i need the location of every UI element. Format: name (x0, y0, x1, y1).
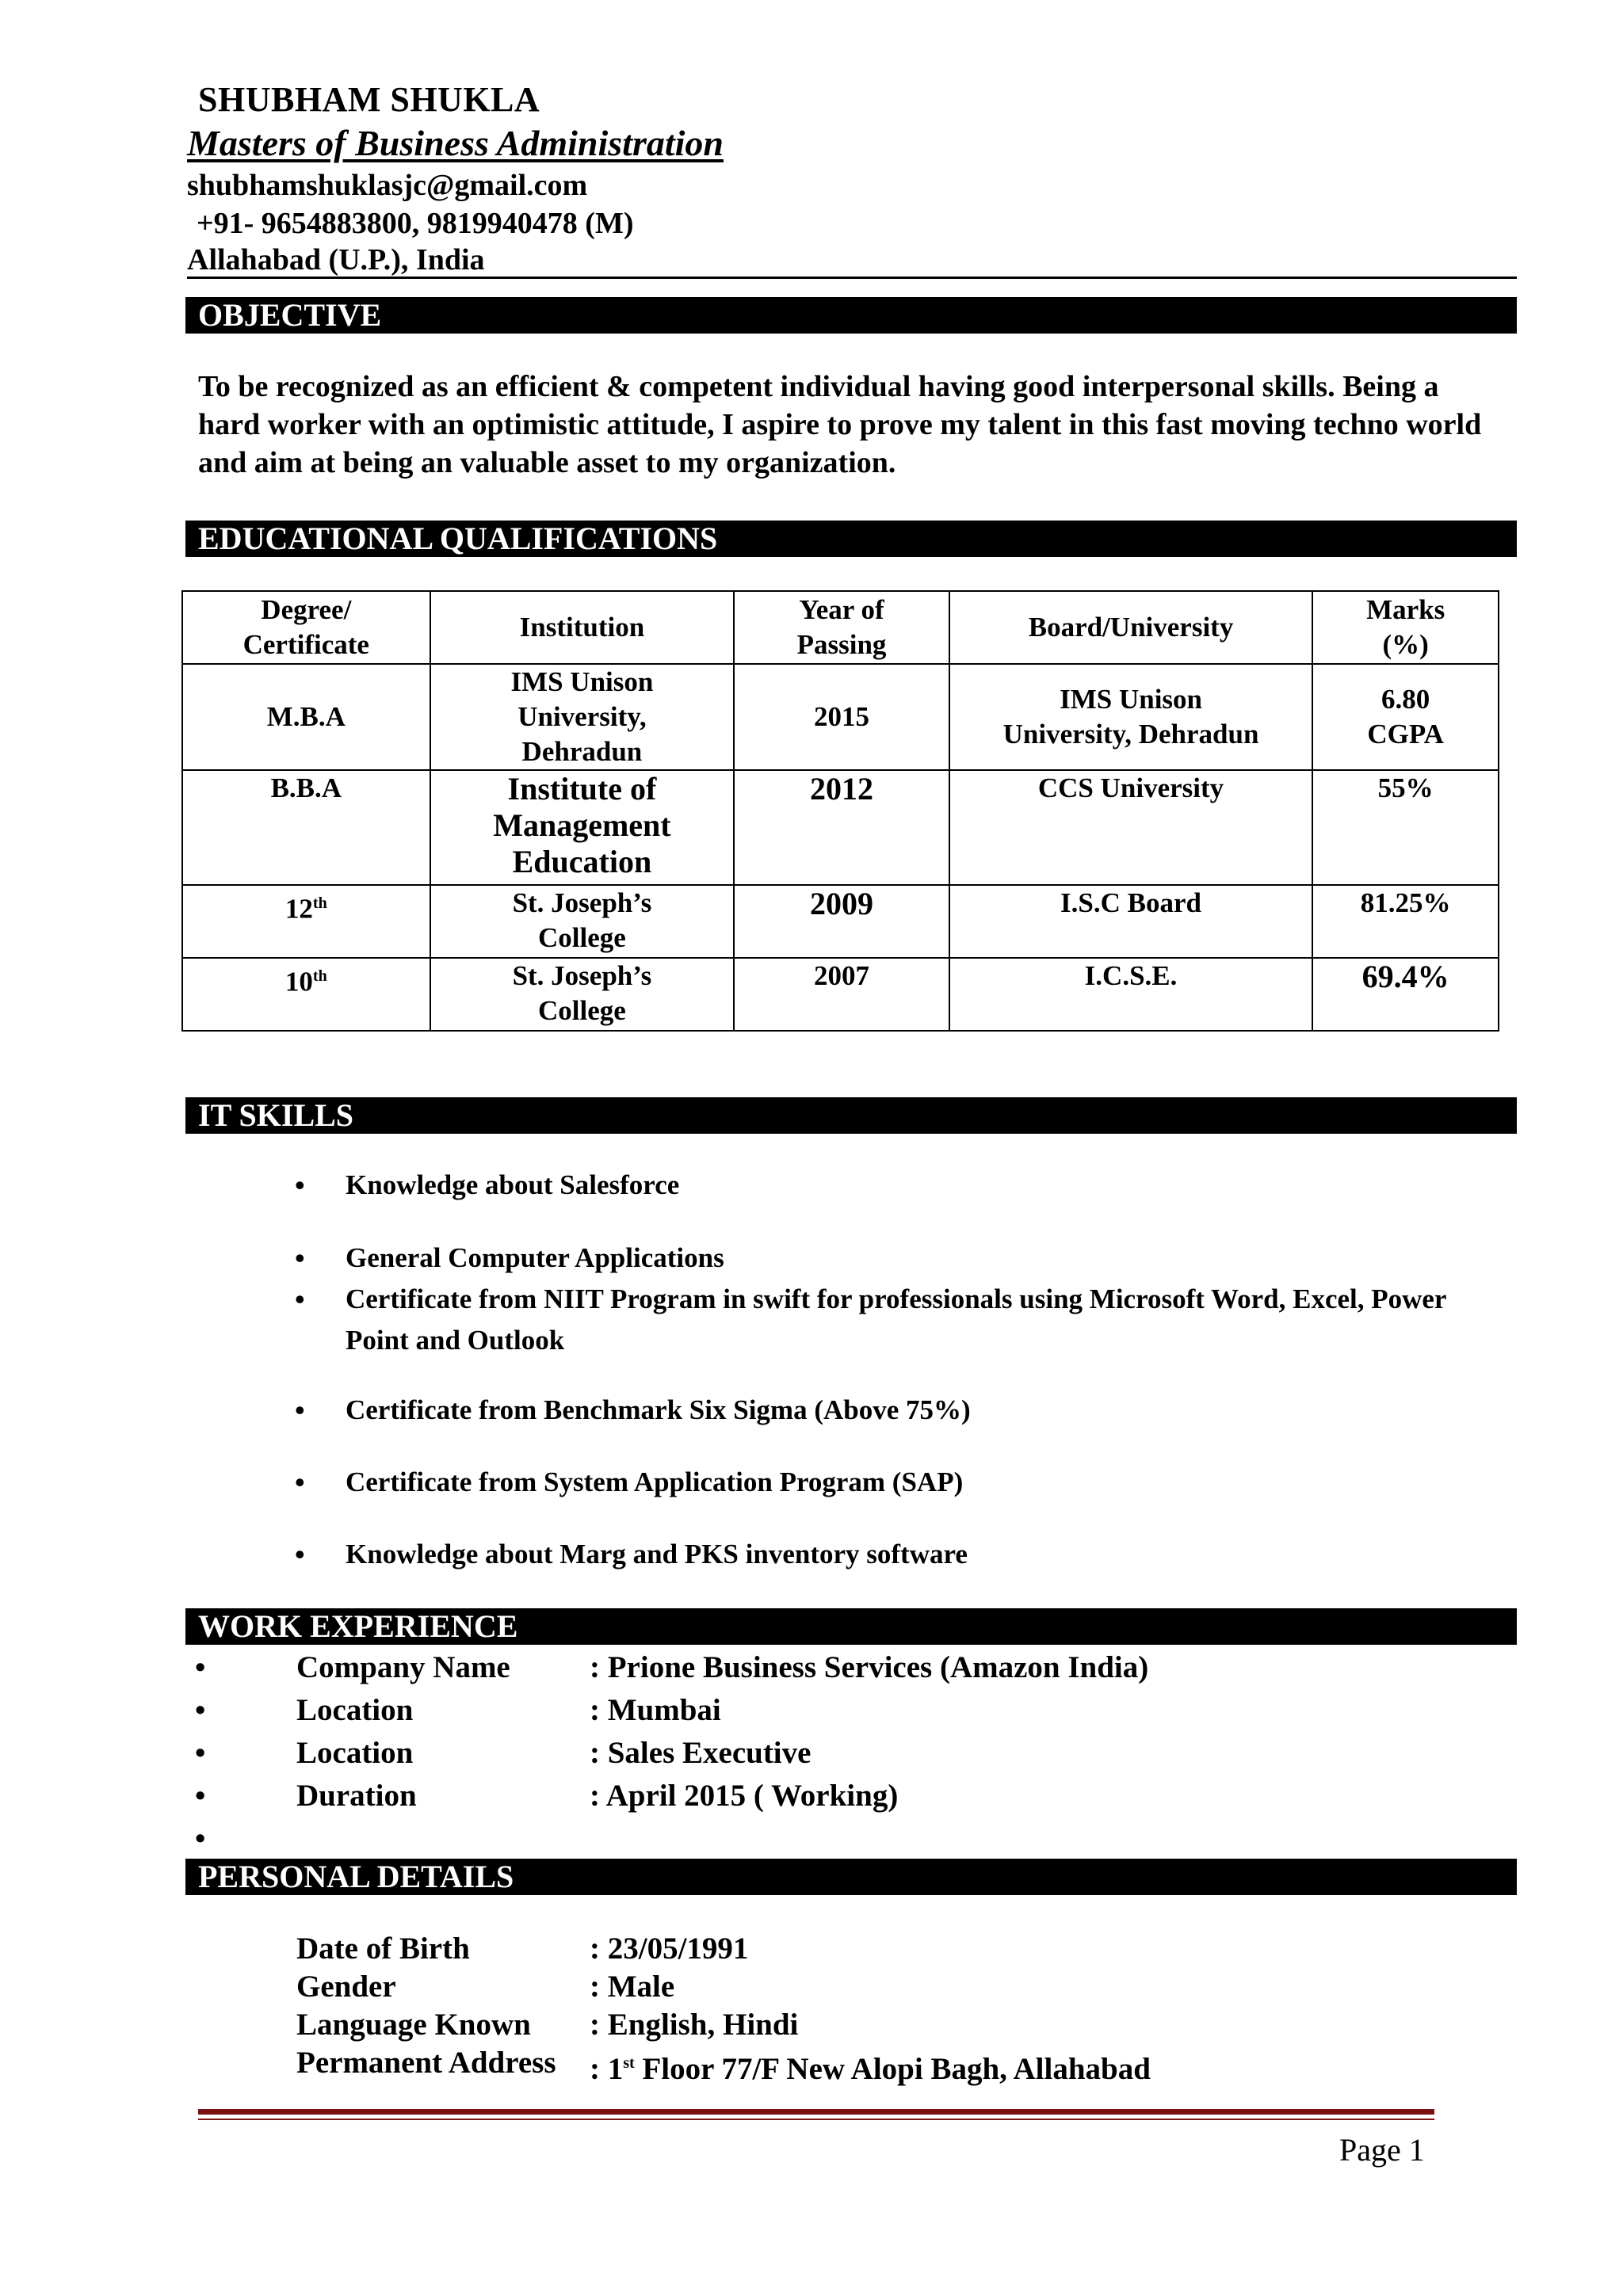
cell-marks: 6.80 CGPA (1312, 664, 1499, 770)
section-work-experience: WORK EXPERIENCE (185, 1608, 1517, 1645)
table-row (182, 664, 1499, 770)
cell-year: 2007 (734, 958, 949, 1031)
header-marks: Marks (%) (1312, 591, 1499, 664)
header-divider (187, 277, 1517, 279)
page-number: Page 1 (1339, 2132, 1425, 2168)
cell-degree: B.B.A (182, 770, 430, 885)
cell-year: 2012 (734, 770, 949, 885)
location-text: Allahabad (U.P.), India (187, 243, 485, 277)
email-text: shubhamshuklasjc@gmail.com (187, 169, 588, 202)
cell-institution: IMS Unison University, Dehradun (430, 664, 735, 770)
phone-text: +91- 9654883800, 9819940478 (M) (197, 207, 634, 240)
section-education: EDUCATIONAL QUALIFICATIONS (185, 521, 1517, 557)
cell-degree: 10th (182, 958, 430, 1031)
education-table (181, 590, 1499, 1032)
list-item: • Knowledge about Salesforce (346, 1165, 1487, 1206)
cell-year: 2015 (734, 664, 949, 770)
cell-institution: Institute of Management Education (430, 770, 735, 885)
cell-board: IMS Unison University, Dehradun (949, 664, 1312, 770)
header-board: Board/University (949, 591, 1312, 664)
list-item: • Certificate from System Application Program (SAP) (346, 1462, 1487, 1503)
list-item: • Certificate from Benchmark Six Sigma (Above 75%) (346, 1390, 1487, 1431)
candidate-name: SHUBHAM SHUKLA (198, 80, 540, 119)
footer-divider (198, 2109, 1434, 2115)
it-skills-list (346, 1165, 1487, 1575)
list-item: • Certificate from NIIT Program in swift for professionals using Microsoft Word, Excel, Power Point and Outlook (346, 1279, 1487, 1361)
cell-board: I.S.C Board (949, 885, 1312, 958)
cell-institution: St. Joseph’s College (430, 885, 735, 958)
cell-marks: 55% (1312, 770, 1499, 885)
objective-text: To be recognized as an efficient & competent individual having good interpersonal skills. Being a hard worker with an optimistic attitude, I aspire to prove my talent in this fast moving techno world and aim at being an valuable asset to my organization. (198, 370, 1482, 479)
cell-marks: 81.25% (1312, 885, 1499, 958)
candidate-degree: Masters of Business Administration (187, 123, 724, 163)
cell-degree: M.B.A (182, 664, 430, 770)
table-header-row (182, 591, 1499, 664)
cell-board: I.C.S.E. (949, 958, 1312, 1031)
section-objective: OBJECTIVE (185, 297, 1517, 334)
table-row (182, 885, 1499, 958)
header-year: Year of Passing (734, 591, 949, 664)
footer-divider-thin (198, 2119, 1434, 2120)
cell-board: CCS University (949, 770, 1312, 885)
header-institution: Institution (430, 591, 735, 664)
table-row (182, 770, 1499, 885)
section-personal-details: PERSONAL DETAILS (185, 1859, 1517, 1895)
list-item: • General Computer Applications (346, 1238, 1487, 1279)
header-degree: Degree/ Certificate (182, 591, 430, 664)
list-item: • Knowledge about Marg and PKS inventory software (346, 1534, 1487, 1575)
cell-degree: 12th (182, 885, 430, 958)
cell-institution: St. Joseph’s College (430, 958, 735, 1031)
table-row (182, 958, 1499, 1031)
section-it-skills: IT SKILLS (185, 1097, 1517, 1134)
cell-year: 2009 (734, 885, 949, 958)
cell-marks: 69.4% (1312, 958, 1499, 1031)
